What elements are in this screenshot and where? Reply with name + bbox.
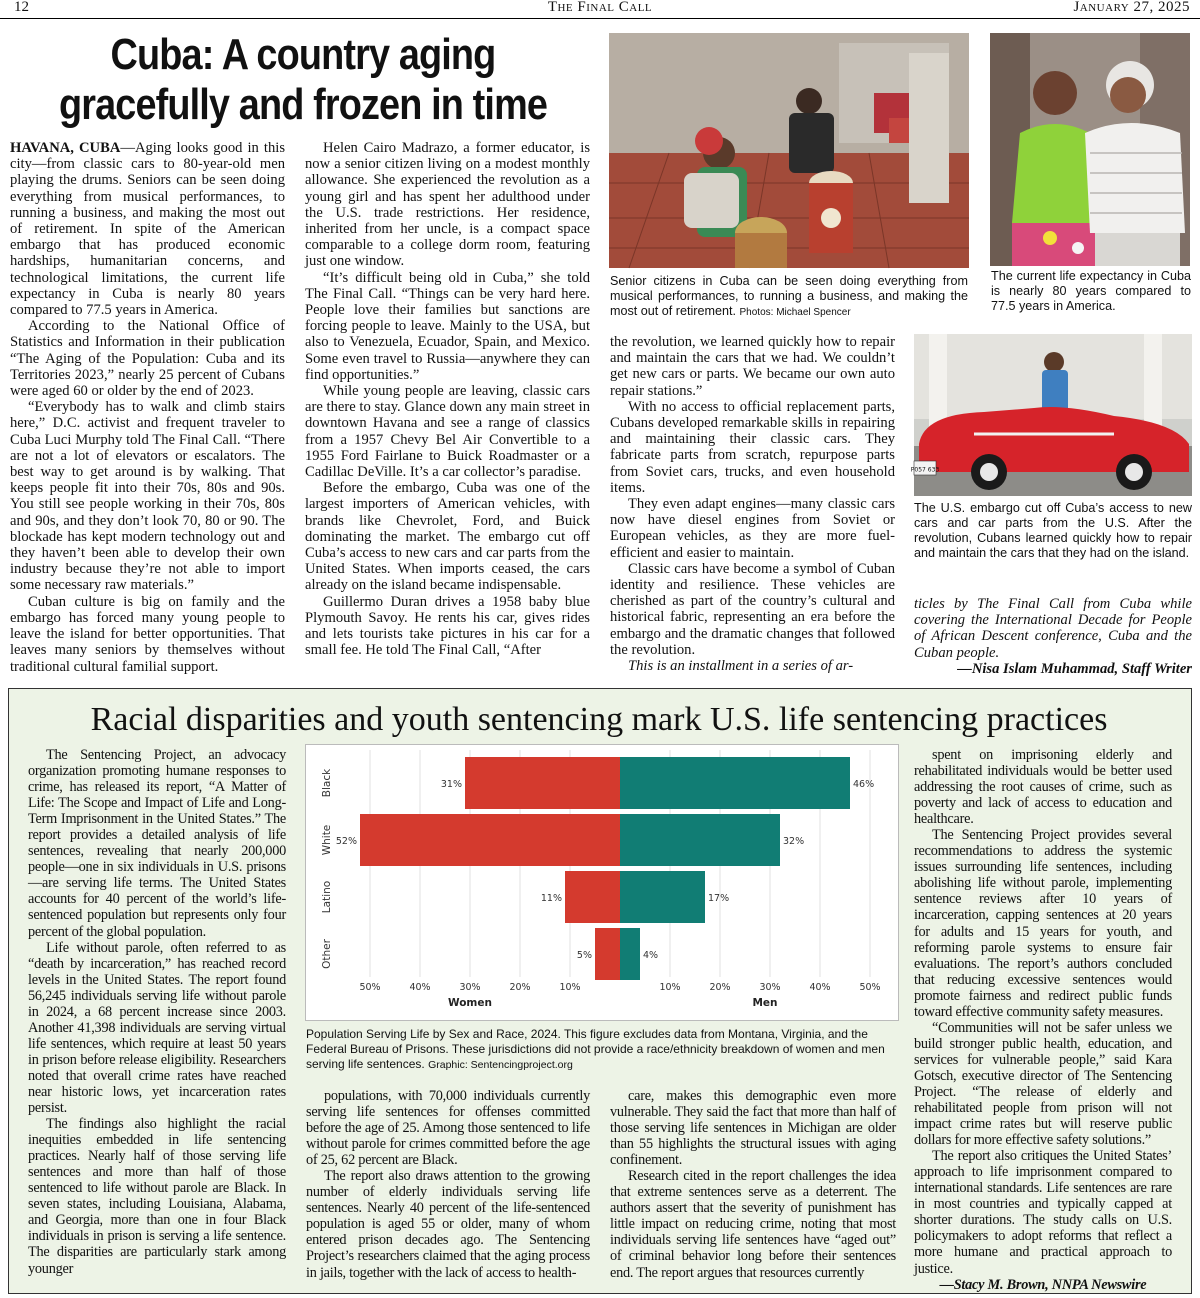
- women-image: [990, 33, 1190, 266]
- data-label-men: 4%: [643, 950, 659, 961]
- article1-column-4: [914, 596, 1192, 677]
- tick-label-women: 30%: [459, 982, 481, 993]
- page-header: [0, 0, 1200, 19]
- paragraph: While young people are leaving, classic cars are there to stay. Glance down any main street in downtown Havana and see a range of classics from a 1957 Chevy Bel Air Convertible to a 1955 Ford Fairlane to Buick Roadmaster or a Cadillac DeVille. It’s a car collector’s paradise.: [305, 383, 590, 481]
- drummers-image: [609, 33, 969, 268]
- article1-column-1: [10, 140, 285, 675]
- dateline: HAVANA, CUBA: [10, 140, 121, 156]
- data-label-men: 17%: [708, 893, 730, 904]
- data-label-men: 32%: [783, 836, 805, 847]
- chart-credit: Graphic: Sentencingproject.org: [428, 1059, 573, 1071]
- paragraph: “Communities will not be safer unless we build stronger public health, education, and services for vulnerable people,” said Kara Gotsch, executive director of The Sentencing Project. “The release of elderly and rehabilitated people from prison will not impact crime rates but will reserve public dollars for more effective safety solutions.”: [914, 1019, 1172, 1149]
- license-plate-text: P057 633: [910, 466, 940, 474]
- bar-men-white: [620, 814, 780, 866]
- paragraph: Cuban culture is big on family and the embargo has forced many young people to leave the island for better opportunities. That leaves many seniors by themselves without traditional cultural familial support.: [10, 593, 285, 675]
- category-label: White: [321, 824, 333, 856]
- article2-column-1: [28, 747, 286, 1277]
- paragraph: “It’s difficult being old in Cuba,” she told The Final Call. “Things can be very hard here. People love their families but sanctions are forcing people to leave. Mainly to the USA, but also to Venezuela, Ecuador, Spain, and Mexico. Some even travel to Russia—anywhere they can find opportunities.”: [305, 269, 590, 383]
- tick-label-men: 20%: [709, 982, 731, 993]
- chart-caption: Population Serving Life by Sex and Race, 2024. This figure excludes data from Montana, Virginia, and the Federal Bureau of Prisons. These jurisdictions did not provide a race/ethnicity breakdown of women and men serving life sentences. Graphic: Sentencingproject.org: [306, 1027, 885, 1071]
- paragraph: HAVANA, CUBA—Aging looks good in this city—from classic cars to 80-year-old men playing the drums. Seniors can be seen doing everything from musical performances, to running a business, and making the most out of retirement. In spite of the American embargo that has produced economic hardships, humanitarian concerns, and technological limitations, the current life expectancy in Cuba is nearly 80 years compared to 77.5 years in America.: [10, 140, 286, 319]
- headline-line-1: Cuba: A country aging: [110, 30, 496, 79]
- bar-men-latino: [620, 871, 705, 923]
- photo-red-car: [910, 334, 1192, 496]
- paragraph: The report also critiques the United States’ approach to life imprisonment compared to international standards. Life sentences are rare in most countries and typically capped at shorter durations. The study calls on U.S. policymakers to adopt reforms that reflect a more humane and practical approach to justice.: [914, 1148, 1172, 1277]
- car-image: [910, 334, 1192, 496]
- x-axis-label-men: Men: [752, 997, 778, 1009]
- paragraph: the revolution, we learned quickly how to repair and maintain the cars that we had. We couldn’t get new cars or parts. We became our own auto repair stations.”: [610, 334, 895, 399]
- data-label-women: 11%: [540, 893, 562, 904]
- article2-byline: —Stacy M. Brown, NNPA Newswire: [939, 1276, 1147, 1293]
- paragraph: Life without parole, often referred to as “death by incarceration,” has reached record levels in the United States. The report found 56,245 individuals serving life without parole in 2024, a 68 percent increase since 2003. Another 41,398 individuals are serving virtual life sentences, which require at least 50 years in prison before release eligibility. Researchers noted that overall crime rates have reached near historic lows, yet incarceration rates persist.: [28, 939, 286, 1117]
- paragraph: Helen Cairo Madrazo, a former educator, is now a senior citizen living on a modest monthly allowance. She experienced the revolution as a young girl and has spent her adulthood under the U.S. trade restrictions. Her residence, inherited from her uncle, is a compact space comparable to a college dorm room, featuring just one window.: [305, 140, 590, 270]
- paragraph: “Everybody has to walk and climb stairs here,” D.C. activist and frequent traveler to Cuba Luci Murphy told The Final Call. “There are not a lot of elevators or escalators. The best way to get around is by walking. That keeps people fit into their 70s, 80s and 90s. You still see people working in their 70s, 80s and 90s, and they don’t look 70, 80 or 90. The blockade has kept modern technology out and they haven’t been able to develop their own industry because they’re not able to import some necessary raw materials.”: [10, 399, 285, 594]
- paragraph: With no access to official replacement parts, Cubans developed remarkable skills in repairing and maintaining their classic cars. They fabricate parts from scratch, repurpose parts from Soviet cars, trucks, and even household items.: [610, 398, 895, 496]
- life-sentence-chart: [306, 745, 898, 1020]
- tick-label-women: 20%: [509, 982, 531, 993]
- article2-headline: Racial disparities and youth sentencing mark U.S. life sentencing practices: [90, 701, 1108, 738]
- bar-women-white: [360, 814, 620, 866]
- tick-label-women: 40%: [409, 982, 431, 993]
- tick-label-men: 40%: [809, 982, 831, 993]
- article2-column-3: [610, 1088, 896, 1281]
- page-number: 12: [14, 0, 29, 15]
- bar-men-other: [620, 928, 640, 980]
- article2-column-2: [306, 1088, 590, 1281]
- paragraph: populations, with 70,000 individuals currently serving life sentences for offenses committed before the age of 25. Among those sentenced to life without parole for crimes committed before the age of 25, 62 percent are Black.: [306, 1088, 590, 1169]
- article2-column-4: [914, 747, 1172, 1293]
- category-label: Black: [321, 768, 333, 798]
- bar-men-black: [620, 757, 850, 809]
- photo-two-women: [990, 33, 1190, 266]
- publication-name: The Final Call: [547, 0, 653, 15]
- paragraph: The report also draws attention to the growing number of elderly individuals serving life sentences. Nearly 40 percent of the life-sentenced population is aged 55 or older, many of whom entered prison decades ago. The Sentencing Project’s researchers claimed that the aging process in jails, together with the lack of access to health-: [306, 1168, 590, 1281]
- article1-column-2: [305, 140, 590, 659]
- paragraph: The Sentencing Project, an advocacy organization promoting humane responses to crime, has released its report, “A Matter of Life: The Scope and Impact of Life and Long-Term Imprisonment in the United States.” The report provides a detailed analysis of life sentences, revealing that nearly 200,000 people—one in six individuals in U.S. prisons—are serving life terms. The United States accounts for 40 percent of the world’s life-sentenced population but represents only four percent of the global population.: [28, 747, 286, 940]
- paragraph: Classic cars have become a symbol of Cuban identity and resilience. These vehicles are cherished as part of the country’s cultural and historical fabric, representing an era before the embargo and the dramatic changes that followed the revolution.: [610, 560, 895, 658]
- paragraph: The Sentencing Project provides several recommendations to address the systemic issues surrounding life sentences, including abolishing life without parole, implementing sentence reviews after 10 years of incarceration, capping sentences at 20 years for adults and 15 years for youth, and reforming parole systems to ensure fair evaluations. The report’s authors concluded that reducing excessive sentences would promote fairness and redirect public funds toward effective community safety measures.: [914, 827, 1172, 1020]
- tick-label-men: 50%: [859, 982, 881, 993]
- bar-women-other: [595, 928, 620, 980]
- paragraph: spent on imprisoning elderly and rehabilitated individuals would be better used addressing the root causes of crime, such as poverty and lack of access to education and healthcare.: [914, 747, 1172, 828]
- paragraph: Research cited in the report challenges the idea that extreme sentences serve as a deterrent. The authors assert that the severity of punishment has little impact on reducing crime, noting that most individuals serving life sentences have “aged out” of criminal behavior long before their sentences end. The report argues that resources currently: [610, 1168, 896, 1281]
- caption-drummers: Senior citizens in Cuba can be seen doing everything from musical performances, to running a business, and making the most out of retirement. Photos: Michael Spencer: [610, 274, 968, 318]
- installment-note-end: ticles by The Final Call from Cuba while covering the International Decade for People of African Descent conference, Cuba and the Cuban people.: [914, 596, 1192, 661]
- data-label-men: 46%: [853, 779, 875, 790]
- tick-label-women: 50%: [359, 982, 381, 993]
- paragraph: According to the National Office of Statistics and Information in their publication “The Aging of the Population: Cuba and its Territories 2023,” nearly 25 percent of Cubans were aged 60 or older by the end of 2023.: [10, 318, 285, 400]
- caption-women: The current life expectancy in Cuba is nearly 80 years compared to 77.5 years in America.: [991, 269, 1191, 313]
- paragraph: The findings also highlight the racial inequities embedded in life sentencing practices. Nearly half of those serving life sentences and more than half of those sentenced to life without parole are Black. In seven states, including Louisiana, Alabama, and Georgia, more than one in four Black individuals in prison is serving a life sentence. The disparities are particularly stark among younger: [28, 1116, 286, 1277]
- photo-credit: Photos: Michael Spencer: [739, 307, 851, 318]
- paragraph: care, makes this demographic even more vulnerable. They said the fact that more than half of those serving life sentences in Michigan are older than 55 highlights the structural issues with aging confinement.: [610, 1088, 896, 1169]
- tick-label-men: 30%: [759, 982, 781, 993]
- article1-byline: —Nisa Islam Muhammad, Staff Writer: [957, 660, 1192, 677]
- paragraph: They even adapt engines—many classic cars now have diesel engines from Soviet or European vehicles, as they are more fuel-efficient and easier to maintain.: [610, 496, 895, 561]
- photo-drummers: [609, 33, 969, 268]
- article1-headline: [49, 30, 556, 130]
- x-axis-label-women: Women: [448, 997, 492, 1009]
- article1-column-3: [610, 334, 895, 674]
- tick-label-men: 10%: [659, 982, 681, 993]
- bar-women-black: [465, 757, 620, 809]
- tick-label-women: 10%: [559, 982, 581, 993]
- category-label: Latino: [321, 880, 333, 914]
- issue-date: January 27, 2025: [1073, 0, 1190, 15]
- data-label-women: 52%: [335, 836, 357, 847]
- installment-note-start: This is an installment in a series of ar-: [628, 658, 854, 675]
- caption-car: The U.S. embargo cut off Cuba’s access to new cars and car parts from the U.S. After the revolution, Cubans learned quickly how to repair and maintain the cars that they had on the island.: [914, 501, 1192, 560]
- data-label-women: 31%: [440, 779, 462, 790]
- chart-container: [305, 744, 899, 1021]
- paragraph: Before the embargo, Cuba was one of the largest importers of American vehicles, with brands like Chevrolet, Ford, and Buick dominating the market. The embargo cut off Cuba’s access to new cars and car parts from the United States. When imports ceased, the cars already on the island became indispensable.: [305, 480, 590, 594]
- data-label-women: 5%: [576, 950, 592, 961]
- paragraph: Guillermo Duran drives a 1958 baby blue Plymouth Savoy. He rents his car, gives rides and lets tourists take pictures in his car for a small fee. He told The Final Call, “After: [305, 593, 590, 659]
- headline-line-2: gracefully and frozen in time: [58, 80, 548, 129]
- category-label: Other: [321, 939, 333, 969]
- bar-women-latino: [565, 871, 620, 923]
